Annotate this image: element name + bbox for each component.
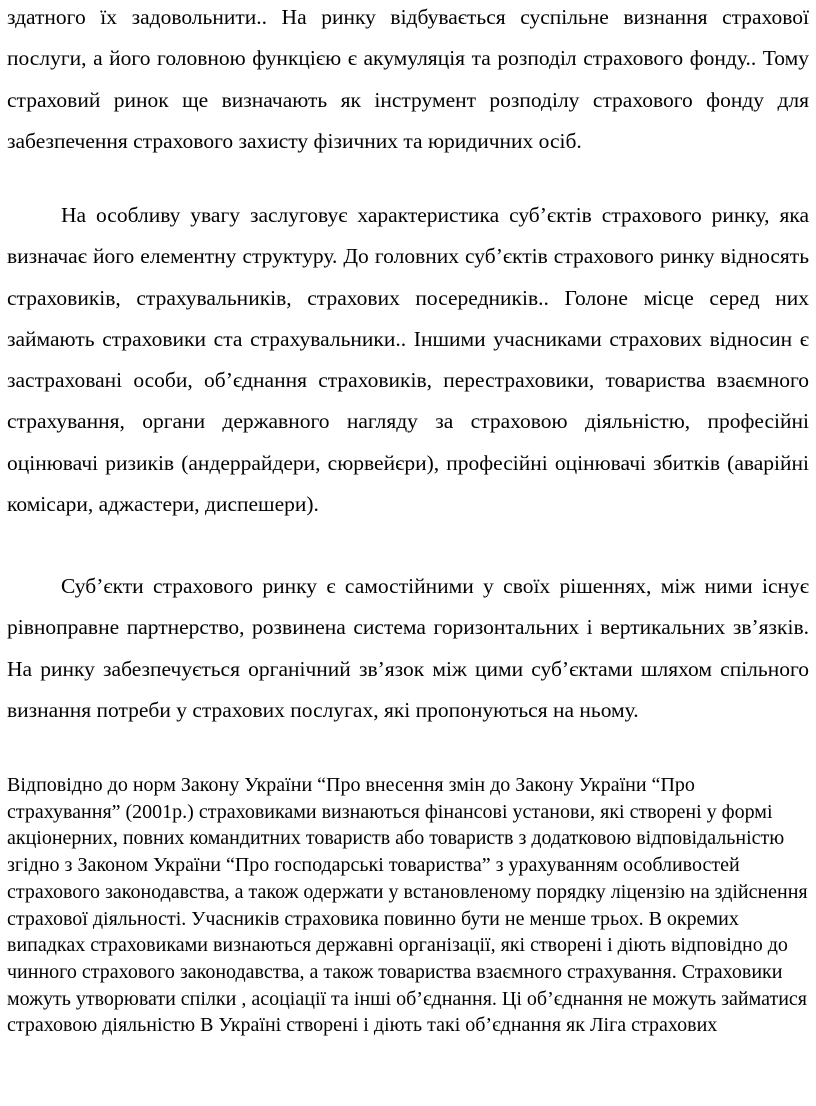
paragraph-1: здатного їх задовольнити.. На ринку відбувається суспільне визнання страхової послуги, а його головною функцією є акумуляція та розподіл страхового фонду.. Тому страховий ринок ще визначають як інструмент розподілу страхового фонду для забезпечення страхового захисту фізичних та юридичних осіб. bbox=[7, 5, 809, 153]
paragraph-3: Суб’єкти страхового ринку є самостійними у своїх рішеннях, між ними існує рівноправне партнерство, розвинена система горизонтальних і вертикальних зв’язків. На ринку забезпечується органічний зв’язок між цими суб’єктами шляхом спільного визнання потреби у страхових послугах, які пропонуються на ньому. bbox=[7, 574, 809, 722]
paragraph-2: На особливу увагу заслуговує характеристика суб’єктів страхового ринку, яка визначає його елементну структуру. До головних суб’єктів страхового ринку відносять страховиків, страхувальників, страхових посередників.. Голоне місце серед них займають страховики ста страхувальники.. Іншими учасниками страхових відносин є застраховані особи, об’єднання страховиків, перестраховики, товариства взаємного страхування, органи державного нагляду за страховою діяльністю, професійні оцінювачі ризиків (андеррайдери, сюрвейєри), професійні оцінювачі збитків (аварійні комісари, аджастери, диспешери). bbox=[7, 203, 809, 517]
paragraph-4: Відповідно до норм Закону України “Про внесення змін до Закону України “Про страхування” (2001р.) страховиками визнаються фінансові установи, які створені у формі акціонерних, повних командитних товариств або товариств з додатковою відповідальністю згідно з Законом України “Про господарські товариства” з урахуванням особливостей страхового законодавства, а також одержати у встановленому порядку ліцензію на здійснення страхової діяльності. Учасників страховика повинно бути не менше трьох. В окремих випадках страховиками визнаються державні організації, які створені і діють відповідно до чинного страхового законодавства, а також товариства взаємного страхування. Страховики можуть утворювати спілки , асоціації та інші об’єднання. Ці об’єднання не можуть займатися страховою діяльністю В Україні створені і діють такі об’єднання як Ліга страхових bbox=[7, 774, 808, 1037]
